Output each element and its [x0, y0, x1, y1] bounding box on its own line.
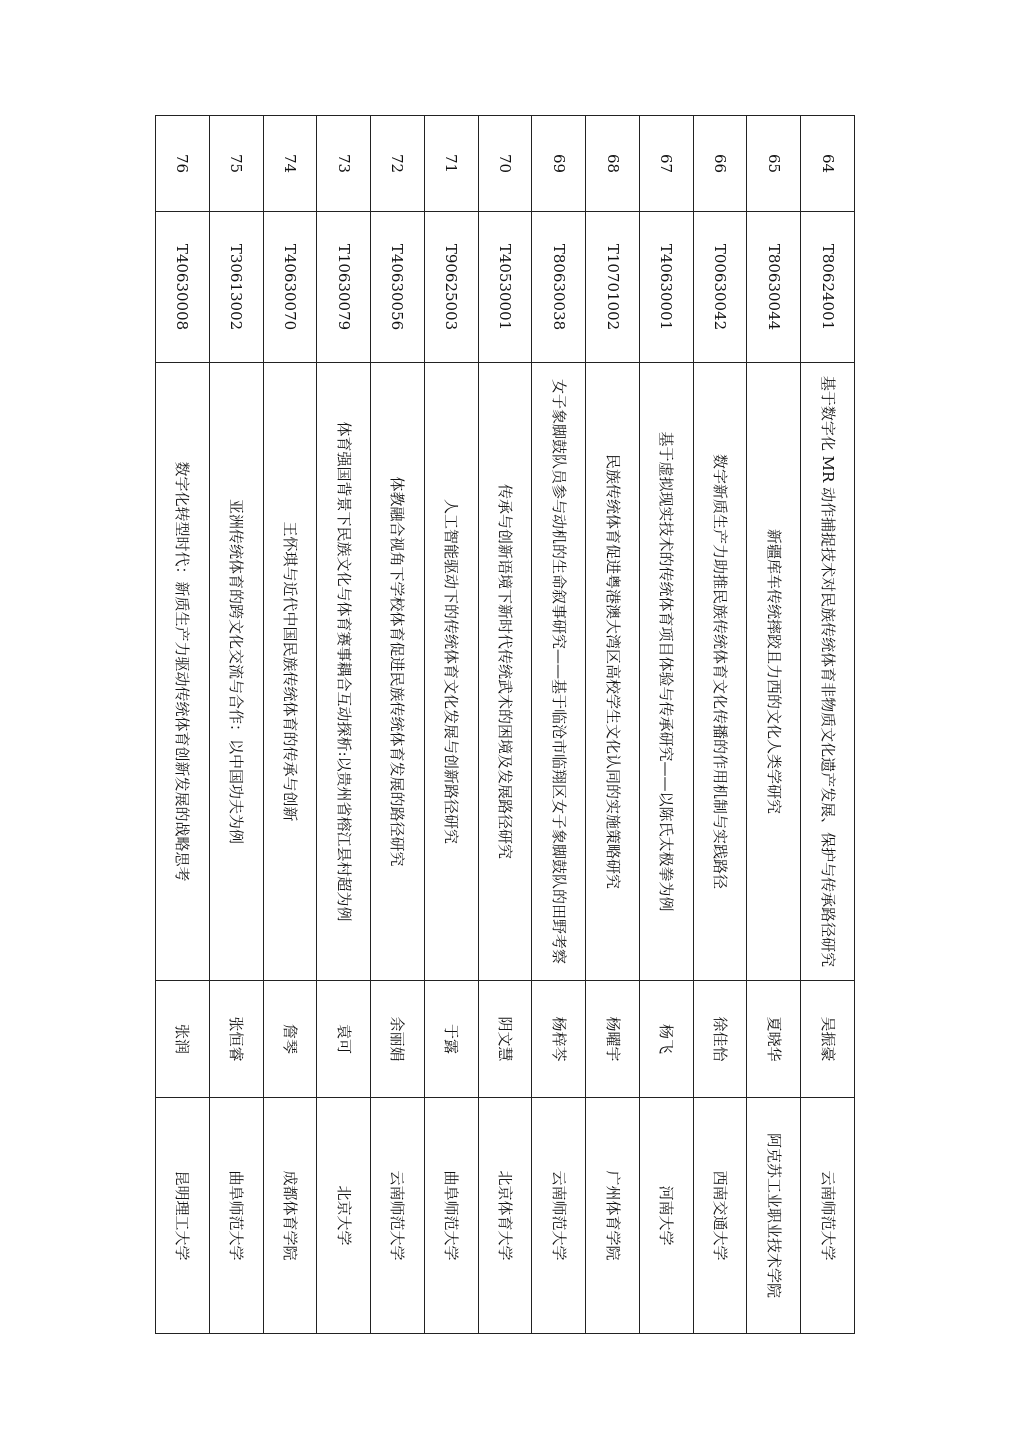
row-number: 64	[801, 116, 855, 212]
institution: 成都体育学院	[263, 1098, 317, 1334]
applicant-name: 张润	[156, 981, 210, 1098]
project-id: T80630038	[532, 212, 586, 363]
institution: 北京大学	[317, 1098, 371, 1334]
project-title: 新疆库车传统摔跤且力西的文化人类学研究	[747, 363, 801, 981]
project-title: 女子象脚鼓队员参与动机的生命叙事研究——基于临沧市临翔区女子象脚鼓队的田野考察	[532, 363, 586, 981]
row-number: 71	[424, 116, 478, 212]
project-id: T10701002	[586, 212, 640, 363]
institution: 北京体育大学	[478, 1098, 532, 1334]
project-id: T10630079	[317, 212, 371, 363]
table-row	[639, 116, 693, 1334]
project-table	[155, 115, 855, 1334]
applicant-name: 于露	[424, 981, 478, 1098]
project-id: T40530001	[478, 212, 532, 363]
table-row	[532, 116, 586, 1334]
project-title: 基于数字化 MR 动作捕捉技术对民族传统体育非物质文化遗产发展、保护与传承路径研究	[801, 363, 855, 981]
applicant-name: 杨飞	[639, 981, 693, 1098]
row-number: 69	[532, 116, 586, 212]
table-row	[317, 116, 371, 1334]
project-id: T80630044	[747, 212, 801, 363]
project-id: T40630008	[156, 212, 210, 363]
applicant-name: 吴振豪	[801, 981, 855, 1098]
project-id: T40630056	[371, 212, 425, 363]
project-title: 王怀琪与近代中国民族传统体育的传承与创新	[263, 363, 317, 981]
project-title: 数字化转型时代：新质生产力驱动传统体育创新发展的战略思考	[156, 363, 210, 981]
table-row	[263, 116, 317, 1334]
institution: 曲阜师范大学	[209, 1098, 263, 1334]
table-row	[693, 116, 747, 1334]
project-title: 人工智能驱动下的传统体育文化发展与创新路径研究	[424, 363, 478, 981]
project-title: 体育强国背景下民族文化与体育赛事耦合互动探析:以贵州省榕江县村超为例	[317, 363, 371, 981]
institution: 云南师范大学	[371, 1098, 425, 1334]
institution: 阿克苏工业职业技术学院	[747, 1098, 801, 1334]
applicant-name: 杨曜宇	[586, 981, 640, 1098]
institution: 云南师范大学	[532, 1098, 586, 1334]
institution: 曲阜师范大学	[424, 1098, 478, 1334]
applicant-name: 杨梓芩	[532, 981, 586, 1098]
row-number: 74	[263, 116, 317, 212]
project-id: T80624001	[801, 212, 855, 363]
table-row	[586, 116, 640, 1334]
project-id: T00630042	[693, 212, 747, 363]
applicant-name: 夏晓华	[747, 981, 801, 1098]
project-id: T90625003	[424, 212, 478, 363]
project-title: 体教融合视角下学校体育促进民族传统体育发展的路径研究	[371, 363, 425, 981]
institution: 河南大学	[639, 1098, 693, 1334]
row-number: 73	[317, 116, 371, 212]
project-id: T40630001	[639, 212, 693, 363]
table-row	[478, 116, 532, 1334]
project-title: 亚洲传统体育的跨文化交流与合作：以中国功夫为例	[209, 363, 263, 981]
rotated-table-wrapper	[155, 115, 855, 1333]
row-number: 67	[639, 116, 693, 212]
institution: 昆明理工大学	[156, 1098, 210, 1334]
project-title: 基于虚拟现实技术的传统体育项目体验与传承研究——以陈氏太极拳为例	[639, 363, 693, 981]
project-table-frame	[155, 115, 855, 1333]
applicant-name: 徐佳怡	[693, 981, 747, 1098]
table-row	[209, 116, 263, 1334]
row-number: 76	[156, 116, 210, 212]
project-id: T30613002	[209, 212, 263, 363]
project-title: 民族传统体育促进粤港澳大湾区高校学生文化认同的实施策略研究	[586, 363, 640, 981]
project-title: 数字新质生产力助推民族传统体育文化传播的作用机制与实践路径	[693, 363, 747, 981]
project-id: T40630070	[263, 212, 317, 363]
row-number: 68	[586, 116, 640, 212]
applicant-name: 阴文慧	[478, 981, 532, 1098]
row-number: 70	[478, 116, 532, 212]
table-row	[747, 116, 801, 1334]
row-number: 66	[693, 116, 747, 212]
institution: 西南交通大学	[693, 1098, 747, 1334]
project-title: 传承与创新语境下新时代传统武术的困境及发展路径研究	[478, 363, 532, 981]
table-row	[371, 116, 425, 1334]
row-number: 65	[747, 116, 801, 212]
table-row	[156, 116, 210, 1334]
applicant-name: 詹琴	[263, 981, 317, 1098]
institution: 云南师范大学	[801, 1098, 855, 1334]
row-number: 72	[371, 116, 425, 212]
applicant-name: 袁可	[317, 981, 371, 1098]
row-number: 75	[209, 116, 263, 212]
institution: 广州体育学院	[586, 1098, 640, 1334]
table-row	[801, 116, 855, 1334]
applicant-name: 余丽娟	[371, 981, 425, 1098]
applicant-name: 张恒睿	[209, 981, 263, 1098]
table-row	[424, 116, 478, 1334]
